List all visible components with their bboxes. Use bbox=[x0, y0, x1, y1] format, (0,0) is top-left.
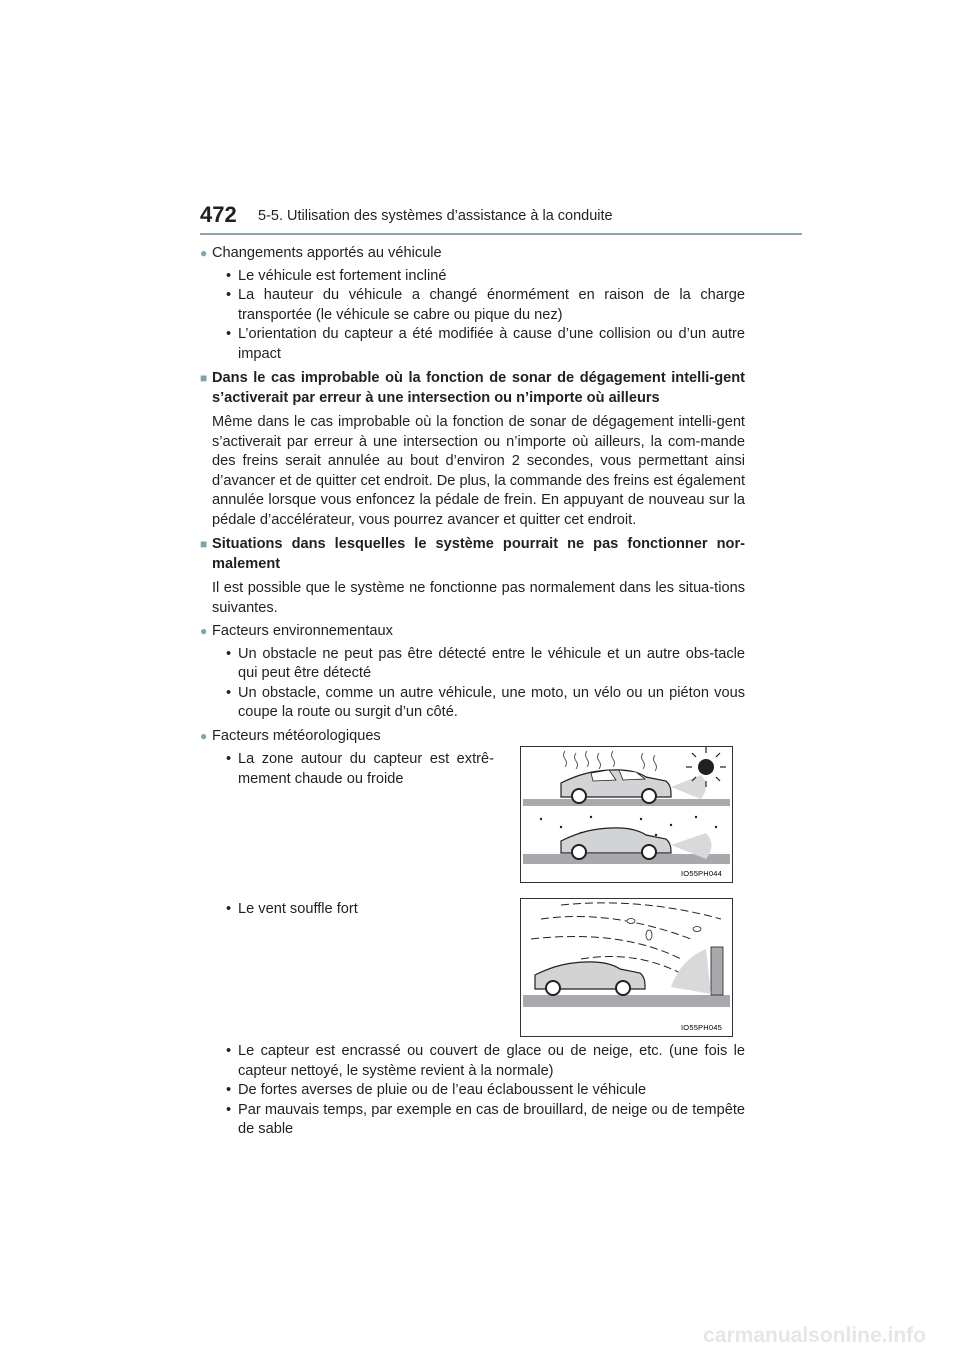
environment-heading: ● Facteurs environnementaux bbox=[200, 622, 745, 642]
improbable-activation-body: Même dans le cas improbable où la fonction de sonar de dégagement intelli-gent s’activerait par erreur à une intersection ou n’importe où ailleurs, la com-mande des freins serait annulée au bout d’environ 2 secondes, vous permettant ainsi d’avancer et de quitter cet endroit. De plus, la commande des freins est également annulée lorsque vous enfoncez la pédale de frein. En appuyant de nouveau sur la pédale d’accélérateur, vous pourrez avancer et quitter cet endroit. bbox=[212, 414, 745, 528]
list-item: • La hauteur du véhicule a changé énormément en raison de la charge transportée (le véhicule se cabre ou pique du nez) bbox=[226, 287, 745, 323]
watermark: carmanualsonline.info bbox=[703, 1324, 926, 1347]
vehicle-changes-heading: ● Changements apportés au véhicule bbox=[200, 244, 745, 264]
improbable-activation-heading: ■ Dans le cas improbable où la fonction de sonar de dégagement intelli-gent s’activerait par erreur à une intersection ou n’importe où ailleurs bbox=[200, 370, 745, 406]
square-bullet-icon: ■ bbox=[200, 537, 208, 551]
weather-list bbox=[200, 1042, 745, 1140]
weather-heading: ● Facteurs météorologiques bbox=[200, 727, 745, 747]
page-number: 472 bbox=[200, 202, 237, 227]
leaf-icon bbox=[627, 919, 701, 941]
wind-illustration-svg bbox=[521, 899, 732, 1036]
section-title: 5-5. Utilisation des systèmes d’assistance à la conduite bbox=[258, 208, 613, 224]
list-item: • Un obstacle, comme un autre véhicule, une moto, un vélo ou un piéton vous coupe la route ou surgit d’un côté. bbox=[226, 684, 745, 720]
weather-figure-item: • Le vent souffle fort IO55PH045 bbox=[200, 900, 745, 1050]
figure-id: IO55PH045 bbox=[681, 1023, 722, 1032]
wall-icon bbox=[711, 947, 723, 995]
vehicle-changes-list bbox=[200, 267, 745, 365]
circle-bullet-icon: ● bbox=[200, 624, 208, 638]
road-icon bbox=[523, 799, 730, 806]
sun-icon bbox=[686, 747, 726, 787]
environment-list bbox=[200, 645, 745, 723]
list-item: • L’orientation du capteur a été modifiée à cause d’une collision ou d’un autre impact bbox=[226, 326, 745, 362]
header-divider bbox=[200, 233, 802, 235]
square-bullet-icon: ■ bbox=[200, 371, 208, 385]
list-item: • Le capteur est encrassé ou couvert de glace ou de neige, etc. (une fois le capteur nettoyé, le système revient à la normale) bbox=[226, 1043, 745, 1079]
list-item: • Le véhicule est fortement incliné bbox=[226, 267, 447, 284]
circle-bullet-icon: ● bbox=[200, 246, 208, 260]
page-content bbox=[200, 240, 745, 1140]
heat-cold-illustration bbox=[520, 746, 733, 883]
list-item: • Par mauvais temps, par exemple en cas de brouillard, de neige ou de tempête de sable bbox=[226, 1101, 745, 1137]
weather-figure-item: • La zone autour du capteur est extrê-mement chaude ou froide IO55PH044 bbox=[200, 750, 745, 900]
list-item: • De fortes averses de pluie ou de l’eau éclaboussent le véhicule bbox=[226, 1082, 647, 1098]
figure-id: IO55PH044 bbox=[681, 869, 722, 878]
situations-heading: ■ Situations dans lesquelles le système pourrait ne pas fonctionner nor-malement bbox=[200, 536, 745, 572]
circle-bullet-icon: ● bbox=[200, 728, 208, 743]
situations-body: Il est possible que le système ne fonctionne pas normalement dans les situa-tions suivantes. bbox=[212, 580, 745, 616]
car-icon bbox=[561, 770, 671, 803]
sensor-beam-icon bbox=[671, 775, 706, 799]
car-icon bbox=[535, 962, 645, 995]
road-icon bbox=[523, 995, 730, 1007]
wind-illustration bbox=[520, 898, 733, 1037]
list-item: • Un obstacle ne peut pas être détecté entre le véhicule et un autre obs-tacle qui peut être détecté bbox=[226, 645, 745, 681]
heat-cold-illustration-svg bbox=[521, 747, 732, 882]
